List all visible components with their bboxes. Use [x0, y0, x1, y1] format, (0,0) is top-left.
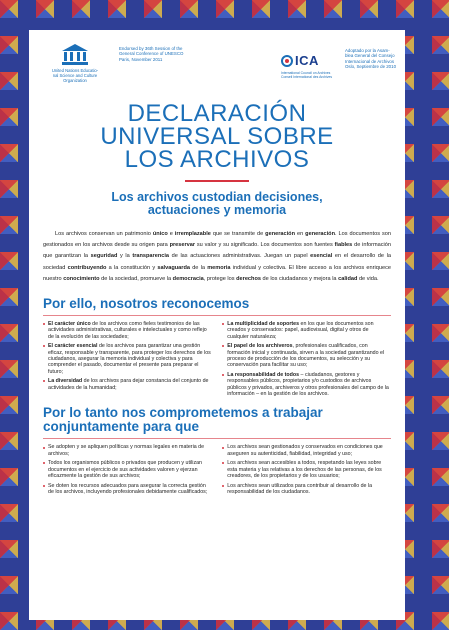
bold-text: fiables [334, 242, 353, 249]
text-run: Los archivos sean accesibles a todos, respetando las leyes sobre esta materia y las relativas a los derechos de las personas, de los creadores, de los propietarios y de los usuarios; [227, 460, 382, 480]
section1-right-column [222, 321, 391, 400]
section1-left-list [43, 321, 212, 391]
bold-text: derechos [236, 275, 261, 282]
section2-columns [43, 444, 391, 498]
subtitle-line: actuaciones y memoria [147, 203, 287, 217]
unesco-text [39, 68, 111, 83]
unesco-temple-icon [62, 44, 88, 66]
page-subtitle [43, 191, 391, 217]
bold-text: transparencia [132, 253, 170, 260]
text-run: . Los documentos son gestionados en los archivos desde su origen para [43, 231, 391, 249]
section2-left-list [43, 444, 212, 495]
section2-divider [43, 438, 391, 439]
text-run: su valor y su significado. Los documentos son fuentes [195, 242, 335, 249]
adopted-line: Oslo, Septiembre de 2010 [345, 64, 397, 70]
list-item [222, 460, 391, 479]
section2-heading-line: conjuntamente para que [43, 419, 200, 435]
unesco-line: nal Science and Culture [52, 73, 98, 78]
endorsed-line: Paris, November 2011 [119, 56, 163, 62]
list-item [222, 372, 391, 398]
declaration-sheet [29, 30, 405, 620]
title-line: UNIVERSAL SOBRE [100, 123, 334, 150]
title-divider [185, 180, 249, 182]
text-run: Se doten los recursos adecuados para asegurar la correcta gestión de los archivos, incluyendo profesionales debidamente cualificados; [48, 482, 208, 495]
text-run: – ciudadanos, gestores y responsables públicos, propietarios y/o custodios de archivos públicos y privados, archiveros y otros profesionales del campo de la información – en la gestión de los archivos. [227, 371, 389, 398]
text-run: que se transmite de [210, 231, 266, 237]
text-run: de los archivos para garantizar una gestión eficaz, responsable y transparente, para proteger los derechos de los ciudadanos, asegurar la memoria individual y colectiva y para comprender el pasado, documentar el presente para preparar el futuro; [48, 343, 211, 375]
adopted-line: blea General del Consejo [345, 53, 395, 59]
intro-paragraph [43, 229, 391, 285]
bold-text: irremplazable [174, 231, 211, 237]
text-run: y la [117, 253, 133, 260]
endorsed-note [119, 46, 207, 62]
bold-text: La diversidad [48, 378, 83, 385]
list-item [222, 343, 391, 369]
text-run: Todos los organismos públicos o privados que producen y utilizan documentos en el ejercicio de sus actividades valoren y ejerzan eficazmente la gestión de sus archivos; [48, 460, 202, 480]
title-line: LOS ARCHIVOS [124, 146, 310, 173]
text-run: , protege los [203, 275, 237, 282]
section1-left-column [43, 321, 212, 400]
list-item [43, 460, 212, 479]
endorsed-line: General Conference of UNESCO [119, 51, 184, 57]
list-item [43, 343, 212, 375]
unesco-block [39, 44, 111, 83]
text-run: de vida. [357, 275, 379, 282]
text-run: de los archivos para dejar constancia del conjunto de actividades de la humanidad; [48, 378, 209, 391]
section2-heading [43, 406, 391, 434]
list-item [43, 444, 212, 457]
section1-heading: Por ello, nosotros reconocemos [43, 296, 250, 312]
unesco-line: Organization [63, 78, 87, 83]
bold-text: conocimiento [63, 275, 100, 282]
bold-text: único [152, 231, 168, 237]
text-run: de la [189, 264, 208, 271]
text-run: de la sociedad, promueve la [99, 275, 173, 282]
list-item [43, 321, 212, 340]
header [43, 30, 397, 98]
text-run: Los archivos conservan un patrimonio [55, 231, 153, 237]
bold-text: La responsabilidad de todos [227, 371, 300, 378]
section1-columns [43, 321, 391, 400]
list-item [222, 321, 391, 340]
text-run: en [295, 231, 306, 237]
text-run: Los archivos sean utilizados para contribuir al desarrollo de la responsabilidad de los ciudadanos. [227, 482, 373, 495]
section1-divider [43, 315, 391, 316]
text-run: en los que los documentos son creados y conservados: papel, audiovisual, digital y otros de cualquier naturaleza; [227, 321, 374, 340]
list-item [43, 378, 212, 391]
section2-right-column [222, 444, 391, 498]
unesco-line: United Nations Educatio- [51, 68, 99, 73]
subtitle-line: Los archivos custodian decisiones, [111, 190, 323, 204]
list-item [222, 444, 391, 457]
list-item [43, 483, 212, 496]
text-run: , profesionales cualificados, con formación inicial y continuada, sirven a la sociedad garantizando el proceso de producción de los documentos, su selección y su conservación para facilitar su uso; [227, 343, 385, 369]
section2-heading-line: Por lo tanto nos comprometemos a trabajar [43, 405, 323, 421]
bold-text: generación [265, 231, 296, 237]
bold-text: seguridad [90, 253, 118, 260]
bold-text: La multiplicidad de soportes [227, 321, 300, 328]
bold-text: El carácter esencial [48, 343, 98, 350]
section1-right-list [222, 321, 391, 397]
bold-text: calidad [338, 275, 358, 282]
bold-text: memoria [207, 264, 231, 271]
text-run: de las actuaciones administrativas. Juegan un papel [169, 253, 311, 260]
ica-circle-icon [281, 55, 293, 67]
bold-text: El papel de los archiveros [227, 343, 293, 350]
bold-text: esencial [310, 253, 333, 260]
page-title [43, 102, 391, 171]
text-run: de información que garantizan la [43, 242, 392, 260]
bold-text: salvaguarda [157, 264, 190, 271]
text-run: Se adopten y se apliquen políticas y normas legales en materia de archivos; [48, 444, 205, 457]
ica-name: ICA [295, 53, 319, 69]
ica-logo [281, 52, 343, 79]
text-run: Los archivos sean gestionados y conservados en condiciones que aseguren su autenticidad, fiabilidad, integridad y uso; [227, 444, 383, 457]
adopted-line: Internacional de Archivos [345, 58, 395, 64]
bold-text: contribuyendo [67, 264, 107, 271]
bold-text: preservar [169, 242, 196, 249]
text-run: individual y colectiva. El libre acceso a los archivos enriquece nuestro [43, 264, 391, 282]
adopted-line: Adoptado por la Asam- [345, 48, 390, 53]
section2-left-column [43, 444, 212, 498]
text-run: de los archivos como fieles testimonios de las actividades administrativas, culturales e intelectuales y como reflejo de la evolución de las sociedades; [48, 321, 207, 340]
ica-subtitle [281, 71, 343, 79]
adopted-note [345, 48, 405, 70]
title-line: DECLARACIÓN [127, 100, 307, 127]
ica-sub-line: Conseil International des Archives [281, 75, 333, 79]
bold-text: El carácter único [48, 321, 91, 328]
text-run: e [167, 231, 175, 237]
section2-right-list [222, 444, 391, 495]
text-run: en el desarrollo de la sociedad [43, 253, 391, 271]
bold-text: generación [305, 231, 336, 237]
text-run: de los ciudadanos y mejora la [260, 275, 339, 282]
text-run: a la constitución y [106, 264, 158, 271]
list-item [222, 483, 391, 496]
endorsed-line: Endorsed by 36th Session of the [119, 46, 183, 51]
bold-text: democracia [172, 275, 204, 282]
ica-sub-line: International Council on Archives [281, 71, 331, 75]
